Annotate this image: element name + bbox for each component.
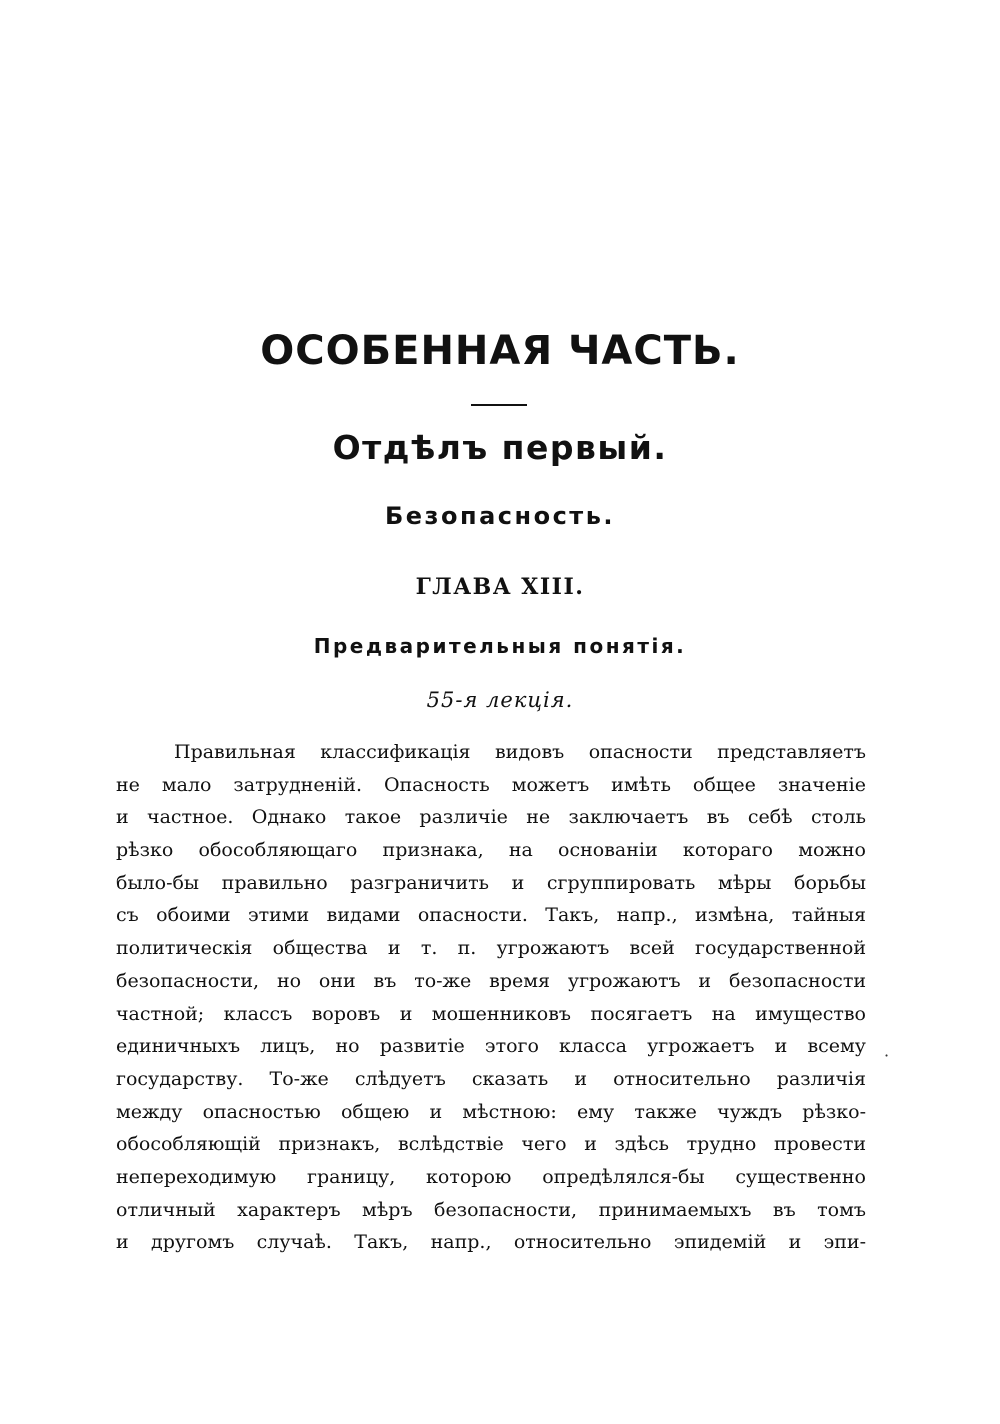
body-line: государству. То-же слѣдуетъ сказать и относительно различія — [116, 1067, 866, 1090]
section-name: Безопасность. — [384, 502, 615, 530]
body-line: обособляющій признакъ, вслѣдствіе чего и здѣсь трудно провести — [116, 1133, 866, 1156]
body-line: рѣзко обособляющаго признака, на основаніи котораго можно — [116, 839, 866, 862]
part-title: ОСОБЕННАЯ ЧАСТЬ. — [260, 328, 740, 374]
body-line: Правильная классификація видовъ опасности представляетъ — [174, 741, 866, 763]
division-title: Отдѣлъ первый. — [332, 428, 668, 467]
body-line: между опасностью общею и мѣстною: ему также чуждъ рѣзко- — [116, 1100, 866, 1123]
title-divider-rule — [471, 404, 527, 406]
body-line: отличный характеръ мѣръ безопасности, принимаемыхъ въ томъ — [116, 1198, 866, 1221]
chapter-number: ГЛАВА XIII. — [415, 574, 585, 600]
body-line: политическія общества и т. п. угрожаютъ всей государственной — [116, 937, 866, 960]
body-paragraph — [116, 736, 866, 1259]
body-line: частной; классъ воровъ и мошенниковъ посягаетъ на имущество — [116, 1002, 866, 1025]
lecture-number: 55-я лекція. — [426, 688, 574, 712]
body-line: единичныхъ лицъ, но развитіе этого класса угрожаетъ и всему — [116, 1035, 866, 1058]
body-line: было-бы правильно разграничить и сгруппировать мѣры борьбы — [116, 871, 866, 894]
chapter-title: Предварительныя понятія. — [313, 634, 687, 658]
body-line: и частное. Однако такое различіе не заключаетъ въ себѣ столь — [116, 806, 866, 829]
body-line: и другомъ случаѣ. Такъ, напр., относительно эпидемій и эпи- — [116, 1231, 866, 1254]
body-line: непереходимую границу, которою опредѣлялся-бы существенно — [116, 1165, 866, 1188]
body-line: безопасности, но они въ то-же время угрожаютъ и безопасности — [116, 969, 866, 992]
margin-mark: · — [884, 1046, 890, 1065]
body-line: не мало затрудненій. Опасность можетъ имѣть общее значеніе — [116, 773, 866, 796]
body-line: съ обоими этими видами опасности. Такъ, напр., измѣна, тайныя — [116, 904, 866, 927]
